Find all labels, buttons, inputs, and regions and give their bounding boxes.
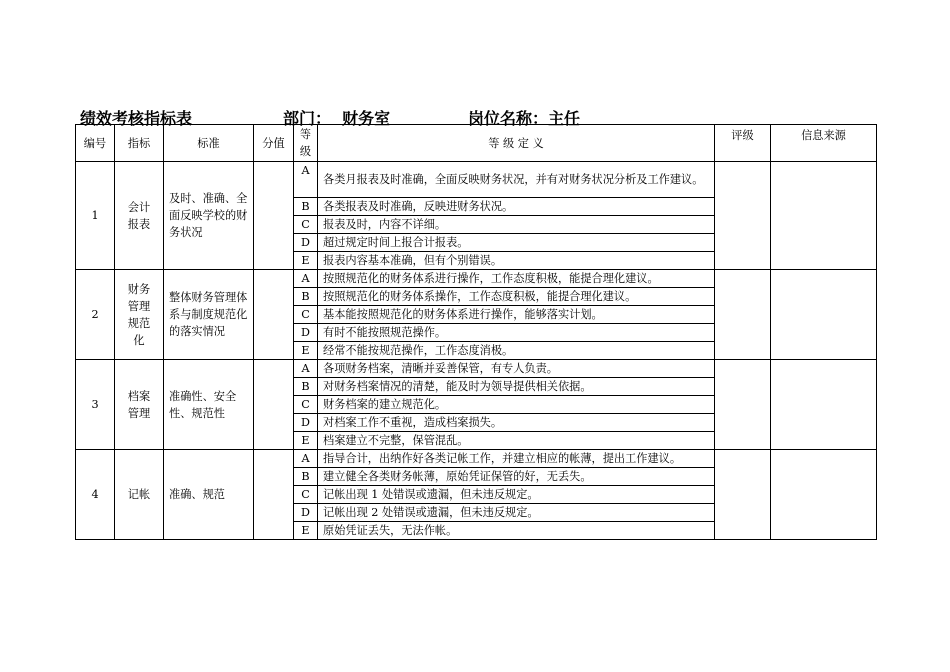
group-source	[771, 360, 877, 450]
level-definition: 财务档案的建立规范化。	[318, 396, 715, 414]
level-grade: C	[294, 396, 318, 414]
group-source	[771, 450, 877, 540]
level-definition: 建立健全各类财务帐薄，原始凭证保管的好，无丢失。	[318, 468, 715, 486]
level-grade: C	[294, 486, 318, 504]
group-source	[771, 162, 877, 270]
group-no: 3	[76, 360, 115, 450]
header-grade: 等级	[294, 125, 318, 162]
level-definition: 报表内容基本准确，但有个别错误。	[318, 252, 715, 270]
level-grade: E	[294, 522, 318, 540]
group-rating	[715, 360, 771, 450]
group-indicator: 记帐	[115, 450, 164, 540]
level-grade: B	[294, 378, 318, 396]
group-no: 2	[76, 270, 115, 360]
level-grade: A	[294, 162, 318, 198]
table-row	[76, 162, 877, 198]
group-standard: 准确性、安全性、规范性	[164, 360, 254, 450]
group-no: 1	[76, 162, 115, 270]
table-title: 绩效考核指标表	[80, 109, 193, 128]
level-grade: D	[294, 324, 318, 342]
level-definition: 经常不能按规范操作，工作态度消极。	[318, 342, 715, 360]
level-grade: B	[294, 288, 318, 306]
header-score: 分值	[254, 125, 294, 162]
level-grade: B	[294, 198, 318, 216]
level-definition: 原始凭证丢失，无法作帐。	[318, 522, 715, 540]
group-indicator: 财务管理规范化	[115, 270, 164, 360]
group-indicator: 会计报表	[115, 162, 164, 270]
level-grade: C	[294, 306, 318, 324]
header	[80, 106, 880, 126]
level-grade: E	[294, 342, 318, 360]
level-definition: 有时不能按照规范操作。	[318, 324, 715, 342]
group-rating	[715, 450, 771, 540]
header-definition: 等 级 定 义	[318, 125, 715, 162]
group-indicator: 档案管理	[115, 360, 164, 450]
level-definition: 对财务档案情况的清楚，能及时为领导提供相关依据。	[318, 378, 715, 396]
group-rating	[715, 162, 771, 270]
position-label: 岗位名称：主任	[468, 109, 581, 128]
level-grade: D	[294, 234, 318, 252]
level-grade: B	[294, 468, 318, 486]
group-score	[254, 450, 294, 540]
group-no: 4	[76, 450, 115, 540]
level-definition: 基本能按照规范化的财务体系进行操作，能够落实计划。	[318, 306, 715, 324]
header-indicator: 指标	[115, 125, 164, 162]
level-definition: 按照规范化的财务体系操作，工作态度积极，能提合理化建议。	[318, 288, 715, 306]
table-header-row	[76, 125, 877, 162]
level-grade: E	[294, 252, 318, 270]
header-no: 编号	[76, 125, 115, 162]
group-standard: 准确、规范	[164, 450, 254, 540]
level-grade: A	[294, 360, 318, 378]
level-grade: C	[294, 216, 318, 234]
table-row	[76, 360, 877, 378]
level-definition: 各项财务档案，清晰并妥善保管，有专人负责。	[318, 360, 715, 378]
level-definition: 各类月报表及时准确，全面反映财务状况，并有对财务状况分析及工作建议。	[318, 162, 715, 198]
group-rating	[715, 270, 771, 360]
table-row	[76, 450, 877, 468]
level-grade: A	[294, 450, 318, 468]
level-grade: A	[294, 270, 318, 288]
level-definition: 记帐出现 2 处错误或遗漏，但未违反规定。	[318, 504, 715, 522]
level-definition: 记帐出现 1 处错误或遗漏，但未违反规定。	[318, 486, 715, 504]
level-grade: D	[294, 504, 318, 522]
level-definition: 对档案工作不重视，造成档案损失。	[318, 414, 715, 432]
header-rating: 评级	[715, 125, 771, 162]
table-row	[76, 270, 877, 288]
kpi-table	[75, 124, 877, 540]
group-source	[771, 270, 877, 360]
department-label: 部门： 财务室	[283, 109, 391, 128]
level-definition: 各类报表及时准确，反映进财务状况。	[318, 198, 715, 216]
group-score	[254, 162, 294, 270]
level-definition: 报表及时，内容不详细。	[318, 216, 715, 234]
group-standard: 及时、准确、全面反映学校的财务状况	[164, 162, 254, 270]
level-grade: E	[294, 432, 318, 450]
level-definition: 指导合计，出纳作好各类记帐工作，并建立相应的帐薄，提出工作建议。	[318, 450, 715, 468]
group-standard: 整体财务管理体系与制度规范化的落实情况	[164, 270, 254, 360]
level-definition: 档案建立不完整，保管混乱。	[318, 432, 715, 450]
header-source: 信息来源	[771, 125, 877, 162]
header-standard: 标准	[164, 125, 254, 162]
level-grade: D	[294, 414, 318, 432]
level-definition: 按照规范化的财务体系进行操作，工作态度积极，能提合理化建议。	[318, 270, 715, 288]
group-score	[254, 270, 294, 360]
group-score	[254, 360, 294, 450]
level-definition: 超过规定时间上报合计报表。	[318, 234, 715, 252]
